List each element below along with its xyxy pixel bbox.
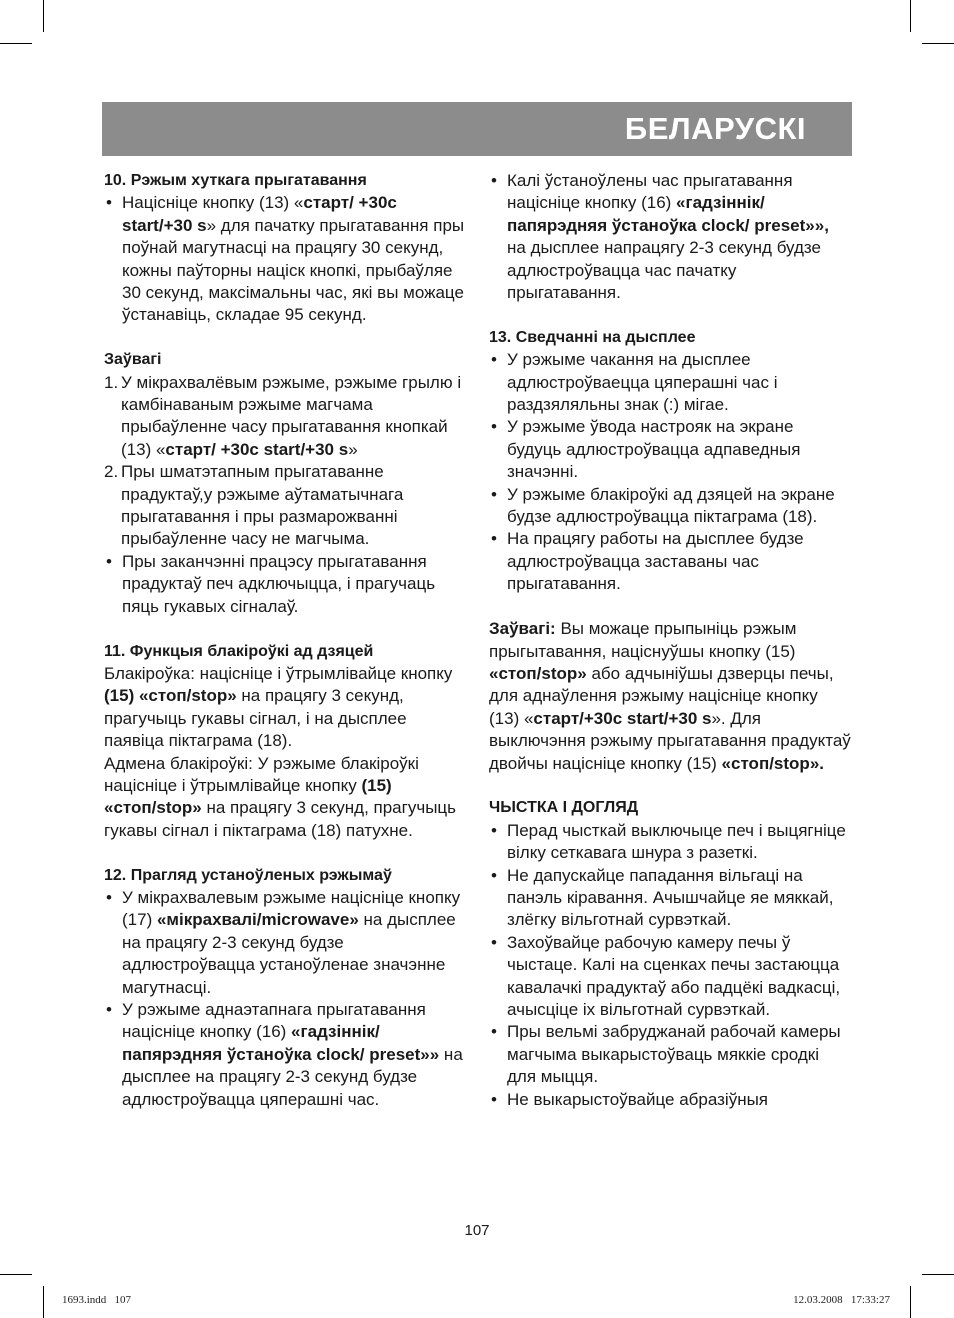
page-number: 107: [464, 1222, 490, 1239]
text: » для пачатку прыгатавання пры поўнай магутнасці на працягу 30 секунд, кожны паўторны націск кнопкі, прыбаўляе 30 секунд, максімальны час, які вы можаце ўстанавіць, складае 95 секунд.: [122, 215, 465, 325]
text: »: [348, 439, 358, 459]
text: Пры вельмі забруджанай рабочай камеры магчыма выкарыстоўваць мяккіе сродкі для мыцця.: [507, 1022, 841, 1087]
page-title: БЕЛАРУСКІ: [624, 111, 806, 146]
section-title: 12. Прагляд устаноўленых рэжымаў: [104, 866, 392, 884]
file-slug: 1693.indd 107: [62, 1294, 132, 1306]
paragraph: [104, 753, 466, 843]
text: У рэжыме ўвода настрояк на экране будуць адлюстроўвацца адпаведныя значэнні.: [507, 417, 801, 482]
list-item: [489, 932, 851, 1022]
crop-mark: [43, 0, 44, 32]
notes-paragraph: [489, 618, 851, 775]
bold-text: «гадзіннік/ папярэдняя ўстаноўка clock/ preset»»: [122, 1022, 440, 1064]
bullet: •: [491, 1089, 497, 1109]
list-item: [489, 1089, 851, 1111]
bold-text: (15) «стоп/stop»: [104, 775, 392, 818]
text: на працягу 3 секунд, прагучыць гукавы сігнал і піктаграма (18) патухне.: [104, 798, 457, 840]
list-item: [489, 170, 851, 304]
section-title: ЧЫСТКА І ДОГЛЯД: [489, 799, 639, 817]
text: У рэжыме аднаэтапнага прыгатавання націсніце кнопку (16): [122, 999, 426, 1042]
bold-text: старт/ +30с start/+30 s: [165, 439, 349, 459]
bold-text: «стоп/stop»: [489, 663, 587, 683]
bullet: •: [491, 1022, 497, 1042]
bold-text: «стоп/stop».: [721, 753, 824, 773]
text: Захоўвайце рабочую камеру печы ў чыстаце. Калі на сценках печы застаюцца кавалачкі прадуктаў або падцёкі вадкасці, ачысціце іх вільготнай сурвэткай.: [507, 932, 841, 1019]
bullet: •: [491, 932, 497, 952]
list-item: [489, 820, 851, 865]
bullet: •: [106, 193, 112, 213]
crop-mark: [922, 43, 954, 44]
text: на дысплее на працягу 2-3 секунд будзе адлюстроўвацца устаноўленае значэнне магутнасці.: [122, 910, 456, 997]
text: ». Для выключэння рэжыму прыгатавання прадуктаў двойчы націсніце кнопку (15): [489, 708, 851, 773]
list-item: [489, 416, 851, 483]
text: Калі ўстаноўлены час прыгатавання націсніце кнопку (16): [507, 171, 793, 213]
item-number: 2.: [104, 462, 119, 482]
list-item: [489, 349, 851, 416]
bullet: •: [491, 865, 497, 885]
text: У мікрахвалевым рэжыме націсніце кнопку (17): [122, 887, 461, 930]
text: Націсніце кнопку (13) «: [122, 193, 304, 213]
bold-text: «мікрахвалі/microwave»: [156, 910, 359, 930]
text: Адмена блакіроўкі: У рэжыме блакіроўкі націсніце і ўтрымлівайце кнопку: [104, 753, 419, 795]
notes-label: Заўвагі:: [489, 619, 556, 639]
text: Не выкарыстоўвайце абразіўныя: [507, 1089, 769, 1109]
crop-mark: [910, 0, 911, 32]
text: Пры шматэтапным прыгатаванне прадуктаў,у рэжыме аўтаматычнага прыгатавання і пры размарожванні прыбаўленне часу не магчыма.: [121, 462, 404, 549]
section-title: 13. Сведчанні на дысплее: [489, 328, 696, 346]
text: Вы можаце прыпыніць рэжым прыгытавання, націснуўшы кнопку (15): [489, 619, 797, 661]
crop-mark: [43, 1286, 44, 1318]
left-column: [104, 170, 466, 1111]
bold-text: старт/+30с start/+30 s: [533, 708, 712, 728]
text: У рэжыме блакіроўкі ад дзяцей на экране будзе адлюстроўвацца піктаграма (18).: [507, 484, 835, 527]
text: На працягу работы на дысплее будзе адлюстроўвацца заставаны час прыгатавання.: [507, 529, 804, 594]
text: Не дапускайце пападання вільгаці на панэль кіравання. Ачышчайце яе мяккай, злёгку вільготнай сурвэткай.: [507, 865, 834, 930]
item-number: 1.: [104, 372, 119, 392]
bullet: •: [491, 171, 497, 190]
list-item: [489, 1021, 851, 1088]
bullet: •: [491, 529, 497, 549]
text: Перад чысткай выключыце печ і выцягніце вілку сеткавага шнура з разеткі.: [507, 820, 846, 863]
section-title: 10. Рэжым хуткага прыгатавання: [104, 172, 367, 189]
bold-text: старт/ +30с start/+30 s: [122, 193, 397, 235]
crop-mark: [0, 1274, 32, 1275]
list-item: [104, 551, 466, 618]
crop-mark: [922, 1274, 954, 1275]
numbered-item: [104, 461, 466, 551]
bullet: •: [106, 999, 112, 1019]
date-slug: 12.03.2008 17:33:27: [793, 1294, 890, 1306]
text: У мікрахвалёвым рэжыме, рэжыме грылю і камбінаваным рэжыме магчама прыбаўленне часу прыгатавання кнопкай (13) «: [121, 372, 462, 459]
list-item: [489, 528, 851, 595]
numbered-item: [104, 372, 466, 462]
crop-mark: [910, 1286, 911, 1318]
section-header: [102, 102, 852, 156]
bullet: •: [106, 551, 112, 571]
bullet: •: [491, 820, 497, 840]
text: на дысплее напрацягу 2-3 секунд будзе адлюстроўвацца час пачатку прыгатавання.: [507, 238, 821, 303]
text: на працягу 3 секунд, прагучыць гукавы сігнал, і на дысплее паявіца піктаграма (18).: [104, 686, 407, 751]
bullet: •: [491, 417, 497, 437]
list-item: [104, 999, 466, 1111]
right-column: [489, 170, 851, 1111]
text: або адчыніўшы дзверцы печы, для аднаўлення рэжыму націсніце кнопку (13) «: [489, 663, 834, 728]
text: У рэжыме чакання на дысплее адлюстроўваецца цяперашні час і раздзяляльны знак (:) мігае.: [507, 350, 778, 415]
notes-title: Заўвагі: [104, 351, 162, 369]
list-item: [489, 865, 851, 932]
section-title: 11. Функцыя блакіроўкі ад дзяцей: [104, 642, 374, 660]
crop-mark: [0, 43, 32, 44]
bold-text: (15) «стоп/stop»: [104, 686, 237, 706]
paragraph: [104, 663, 466, 753]
list-item: [104, 887, 466, 999]
text: Пры заканчэнні працэсу прыгатавання прадуктаў печ адключыцца, і прагучаць пяць гукавых сігналаў.: [122, 551, 436, 616]
text: Блакіроўка: націсніце і ўтрымлівайце кнопку: [104, 663, 453, 683]
bold-text: «гадзіннік/ папярэдняя ўстаноўка clock/ preset»»,: [507, 193, 829, 235]
text: на дысплее на працягу 2-3 секунд будзе адлюстроўвацца цяперашні час.: [122, 1044, 463, 1109]
list-item: [489, 484, 851, 529]
list-item: [104, 192, 466, 326]
bullet: •: [491, 350, 497, 370]
bullet: •: [106, 887, 112, 907]
bullet: •: [491, 484, 497, 504]
